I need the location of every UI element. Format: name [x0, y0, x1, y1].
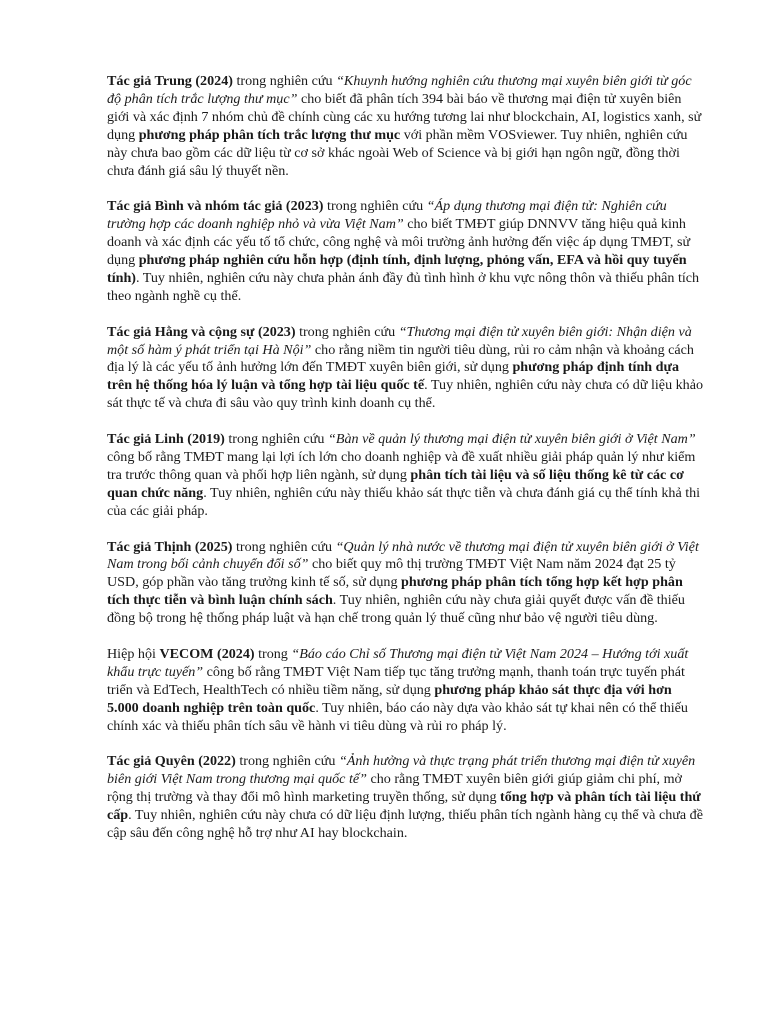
- body-text: . Tuy nhiên, nghiên cứu này chưa giải quyết được vấn đề thiếu đồng bộ trong hệ thống pháp luật và hạn chế trong quản lý thuế cũng như bảo vệ người tiêu dùng.: [107, 592, 685, 627]
- author-label: Tác giả Bình và nhóm tác giả (2023): [107, 198, 324, 215]
- body-text: trong nghiên cứu: [232, 538, 336, 555]
- paragraph-linh-2019: [107, 431, 704, 521]
- body-text: cho biết quy mô thị trường TMĐT Việt Nam năm 2024 đạt 25 tỷ USD, góp phần vào tăng trưởng kinh tế số, sử dụng: [107, 556, 676, 591]
- body-text: . Tuy nhiên, nghiên cứu này thiếu khảo sát thực tiễn và chưa đánh giá cụ thể tính khả thi của các giải pháp.: [107, 484, 701, 519]
- body-text: . Tuy nhiên, nghiên cứu này chưa có dữ liệu khảo sát thực tế và chưa đi sâu vào quy trình kinh doanh cụ thể.: [107, 377, 704, 412]
- author-label: Tác giả Hằng và cộng sự (2023): [107, 323, 296, 340]
- body-text: . Tuy nhiên, nghiên cứu này chưa phản ánh đầy đủ tình hình ở khu vực nông thôn và thiếu phân tích theo ngành nghề cụ thể.: [107, 269, 700, 304]
- body-text: trong: [254, 645, 292, 662]
- body-text: trong nghiên cứu: [235, 753, 339, 770]
- body-text: công bố rằng TMĐT mang lại lợi ích lớn cho doanh nghiệp và đề xuất nhiều giải pháp quản lý như kiểm tra trước thông quan và phối hợp liên ngành, sử dụng: [107, 448, 696, 483]
- author-label: Tác giả Quyên (2022): [107, 753, 236, 770]
- body-text: cho biết TMĐT giúp DNNVV tăng hiệu quả kinh doanh và xác định các yếu tố tổ chức, công nghệ và môi trường ảnh hưởng đến việc áp dụng TMĐT, sử dụng: [107, 216, 691, 269]
- body-text: cho biết đã phân tích 394 bài báo về thương mại điện tử xuyên biên giới và xác định 7 nhóm chủ đề chính cùng các xu hướng tương lai như blockchain, AI, logistics xanh, sử dụng: [107, 90, 702, 143]
- study-title: “Khuynh hướng nghiên cứu thương mại xuyên biên giới từ góc độ phân tích trắc lượng thư mục”: [107, 73, 692, 107]
- method-label: phương pháp nghiên cứu hỗn hợp (định tính, định lượng, phỏng vấn, EFA và hồi quy tuyến tính): [107, 252, 687, 286]
- body-text: . Tuy nhiên, báo cáo này dựa vào khảo sát tự khai nên có thể thiếu chính xác và thiếu phân tích sâu về hành vi tiêu dùng và rủi ro pháp lý.: [107, 699, 688, 734]
- paragraph-binh-2023: [107, 198, 704, 305]
- paragraph-hang-2023: [107, 324, 704, 414]
- body-text: . Tuy nhiên, nghiên cứu này chưa có dữ liệu định lượng, thiếu phân tích ngành hàng cụ thể và chưa đề cập sâu đến công nghệ hỗ trợ như AI hay blockchain.: [107, 807, 703, 841]
- author-label: Tác giả Thịnh (2025): [107, 538, 233, 555]
- body-text: trong nghiên cứu: [323, 198, 427, 215]
- author-label: Tác giả Linh (2019): [107, 431, 225, 448]
- body-text: với phần mềm VOSviewer. Tuy nhiên, nghiên cứu này chưa bao gồm các dữ liệu từ cơ sở khác ngoài Web of Science và bị giới hạn ngôn ngữ, đồng thời chưa đánh giá sâu lý thuyết nền.: [107, 126, 688, 179]
- paragraph-quyen-2022: [107, 753, 704, 843]
- body-text: cho rằng TMĐT xuyên biên giới giúp giảm chi phí, mở rộng thị trường và thay đổi mô hình marketing truyền thống, sử dụng: [107, 771, 682, 806]
- body-text: công bố rằng TMĐT Việt Nam tiếp tục tăng trưởng mạnh, thanh toán trực tuyến phát triển và EdTech, HealthTech có nhiều tiềm năng, sử dụng: [107, 663, 685, 698]
- paragraph-thinh-2025: [107, 539, 704, 629]
- author-label: VECOM (2024): [159, 645, 255, 662]
- study-title: “Quản lý nhà nước về thương mại điện tử xuyên biên giới ở Việt Nam trong bối cảnh chuyển đổi số”: [107, 538, 699, 573]
- method-label: phương pháp phân tích tổng hợp kết hợp phân tích thực tiễn và bình luận chính sách: [107, 574, 683, 609]
- study-title: “Thương mại điện tử xuyên biên giới: Nhận diện và một số hàm ý phát triển tại Hà Nội”: [107, 323, 692, 358]
- body-text: trong nghiên cứu: [232, 73, 337, 89]
- method-label: tổng hợp và phân tích tài liệu thứ cấp: [107, 789, 701, 824]
- paragraph-trung-2024: [107, 73, 704, 180]
- body-text: cho rằng niềm tin người tiêu dùng, rủi ro cảm nhận và khoảng cách địa lý là các yếu tố ảnh hưởng lớn đến TMĐT xuyên biên giới, sử dụng: [107, 341, 694, 376]
- method-label: phân tích tài liệu và số liệu thống kê từ các cơ quan chức năng: [107, 466, 684, 501]
- study-title: “Báo cáo Chỉ số Thương mại điện tử Việt Nam 2024 – Hướng tới xuất khẩu trực tuyến”: [107, 645, 689, 680]
- body-text: trong nghiên cứu: [224, 431, 329, 448]
- body-text: trong nghiên cứu: [295, 323, 399, 340]
- method-label: phương pháp định tính dựa trên hệ thống hóa lý luận và tổng hợp tài liệu quốc tế: [107, 359, 679, 394]
- method-label: phương pháp phân tích trắc lượng thư mục: [138, 126, 401, 143]
- body-text: Hiệp hội: [107, 645, 160, 662]
- study-title: “Ảnh hưởng và thực trạng phát triển thương mại điện tử xuyên biên giới Việt Nam trong thương mại quốc tế”: [107, 753, 696, 788]
- study-title: “Bàn về quản lý thương mại điện tử xuyên biên giới ở Việt Nam”: [328, 431, 696, 448]
- method-label: phương pháp khảo sát thực địa với hơn 5.000 doanh nghiệp trên toàn quốc: [107, 681, 672, 716]
- paragraph-vecom-2024: [107, 646, 704, 736]
- author-label: Tác giả Trung (2024): [107, 73, 233, 89]
- study-title: “Áp dụng thương mại điện tử: Nghiên cứu trường hợp các doanh nghiệp nhỏ và vừa Việt Nam”: [107, 198, 667, 233]
